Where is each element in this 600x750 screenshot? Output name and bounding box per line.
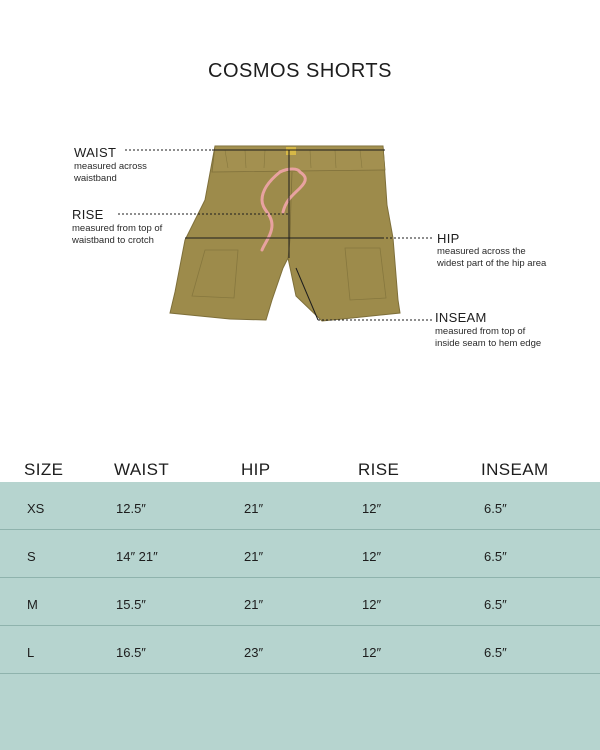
table-row [0,530,600,578]
page-title: COSMOS SHORTS [208,60,392,82]
cell-size: S [27,549,36,564]
rise-label: RISE [72,207,104,222]
inseam-label: INSEAM [435,310,487,325]
hip-desc: measured across the widest part of the hip area [437,246,547,269]
cell-inseam: 6.5″ [484,597,507,612]
header-waist: WAIST [114,460,170,479]
size-table-body [0,482,600,750]
table-row [0,626,600,674]
cell-waist: 16.5″ [116,645,146,660]
cell-inseam: 6.5″ [484,549,507,564]
rise-desc: measured from top of waistband to crotch [72,223,163,246]
cell-inseam: 6.5″ [484,501,507,516]
cell-rise: 12″ [362,645,382,660]
table-row [0,482,600,530]
cell-hip: 21″ [244,549,264,564]
hip-label: HIP [437,231,460,246]
cell-inseam: 6.5″ [484,645,507,660]
inseam-desc: measured from top of inside seam to hem edge [435,326,542,349]
cell-size: L [27,645,35,660]
header-size: SIZE [24,460,64,479]
size-table-header [0,460,600,482]
cell-waist: 14″ 21″ [116,549,158,564]
header-inseam: INSEAM [481,460,549,479]
header-rise: RISE [358,460,400,479]
table-row [0,578,600,626]
shorts-illustration [170,146,400,321]
cell-hip: 21″ [244,597,264,612]
waist-label: WAIST [74,145,117,160]
cell-hip: 21″ [244,501,264,516]
waist-desc: measured across waistband [74,161,147,184]
cell-rise: 12″ [362,597,382,612]
cell-rise: 12″ [362,501,382,516]
header-hip: HIP [241,460,271,479]
cell-rise: 12″ [362,549,382,564]
cell-hip: 23″ [244,645,264,660]
cell-waist: 12.5″ [116,501,146,516]
cell-waist: 15.5″ [116,597,146,612]
cell-size: M [27,597,38,612]
cell-size: XS [27,501,45,516]
